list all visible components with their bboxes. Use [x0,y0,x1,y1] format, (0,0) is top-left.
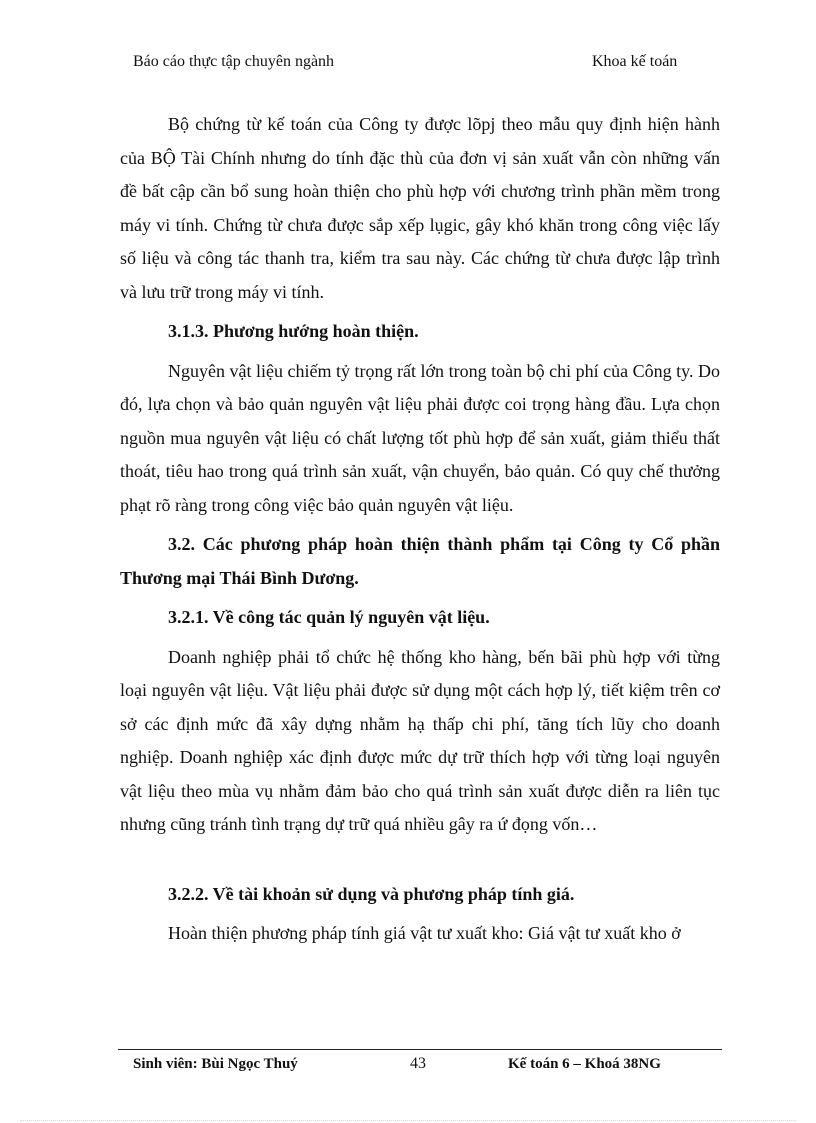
header-right: Khoa kế toán [592,53,678,70]
page-edge-divider [20,1120,796,1121]
page-number: 43 [410,1055,426,1072]
page-body [120,108,720,951]
paragraph-2: Nguyên vật liệu chiếm tỷ trọng rất lớn trong toàn bộ chi phí của Công ty. Do đó, lựa chọn và bảo quản nguyên vật liệu phải được coi trọng hàng đầu. Lựa chọn nguồn mua nguyên vật liệu có chất lượng tốt phù hợp để sản xuất, giảm thiểu thất thoát, tiêu hao trong quá trình sản xuất, vận chuyển, bảo quản. Có quy chế thưởng phạt rõ ràng trong công việc bảo quản nguyên vật liệu. [120,360,720,515]
header-left: Báo cáo thực tập chuyên ngành [133,53,335,70]
paragraph-1: Bộ chứng từ kế toán của Công ty được lõpj theo mẫu quy định hiện hành của BỘ Tài Chính nhưng do tính đặc thù của đơn vị sản xuất vẫn còn những vấn đề bất cập cần bổ sung hoàn thiện cho phù hợp với chương trình phần mềm trong máy vi tính. Chứng từ chưa được sắp xếp lụgic, gây khó khăn trong công việc lấy số liệu và công tác thanh tra, kiểm tra sau này. Các chứng từ chưa được lập trình và lưu trữ trong máy vi tính. [120,114,720,302]
heading-3-1-3: 3.1.3. Phương hướng hoàn thiện. [168,321,419,341]
heading-3-2: 3.2. Các phương pháp hoàn thiện thành phẩm tại Công ty Cổ phần Thương mại Thái Bình Dương. [120,534,720,588]
paragraph-4: Hoàn thiện phương pháp tính giá vật tư xuất kho: Giá vật tư xuất kho ở [168,923,681,943]
heading-3-2-2: 3.2.2. Về tài khoản sử dụng và phương pháp tính giá. [168,883,575,904]
footer-student: Sinh viên: Bùi Ngọc Thuý [133,1056,298,1072]
heading-3-2-1: 3.2.1. Về công tác quản lý nguyên vật liệu. [168,607,490,627]
footer-class: Kế toán 6 – Khoá 38NG [508,1056,661,1072]
paragraph-3: Doanh nghiệp phải tổ chức hệ thống kho hàng, bến bãi phù hợp với từng loại nguyên vật liệu. Vật liệu phải được sử dụng một cách hợp lý, tiết kiệm trên cơ sở các định mức đã xây dựng nhằm hạ thấp chi phí, tăng tích lũy cho doanh nghiệp. Doanh nghiệp xác định được mức dự trữ thích hợp với từng loại nguyên vật liệu theo mùa vụ nhằm đảm bảo cho quá trình sản xuất được diễn ra liên tục nhưng cũng tránh tình trạng dự trữ quá nhiều gây ra ứ đọng vốn… [120,646,720,834]
footer-divider [118,1049,722,1050]
